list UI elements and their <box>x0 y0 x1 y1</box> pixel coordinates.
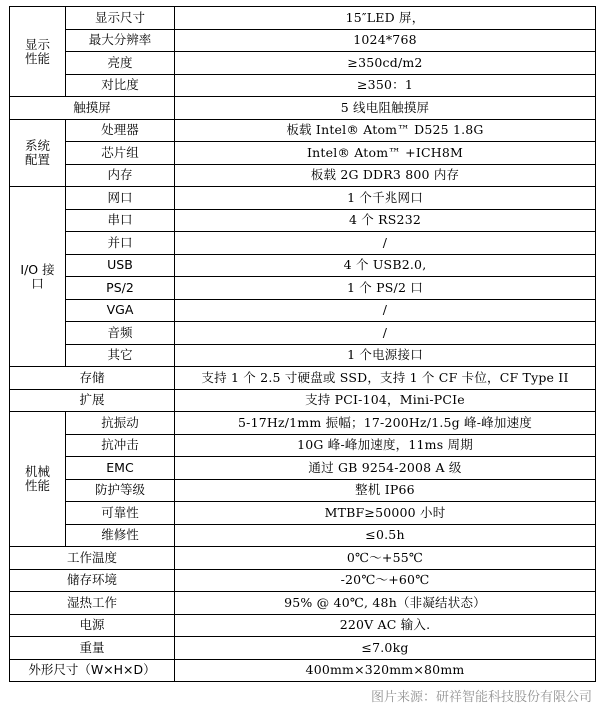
row-label: USB <box>66 254 175 277</box>
row-label: 重量 <box>10 637 175 660</box>
row-value: 板载 2G DDR3 800 内存 <box>175 164 596 187</box>
row-value: 支持 1 个 2.5 寸硬盘或 SSD，支持 1 个 CF 卡位，CF Type II <box>175 367 596 390</box>
row-value: 4 个 RS232 <box>175 209 596 232</box>
row-value: 4 个 USB2.0, <box>175 254 596 277</box>
row-label: 可靠性 <box>66 502 175 525</box>
row-value: MTBF≥50000 小时 <box>175 502 596 525</box>
table-row <box>10 592 596 615</box>
table-row <box>10 502 596 525</box>
table-row <box>10 299 596 322</box>
group-mechanical-label: 机械 性能 <box>10 412 66 547</box>
group-system-label: 系统 配置 <box>10 119 66 187</box>
row-label: 亮度 <box>66 52 175 75</box>
row-value: 通过 GB 9254-2008 A 级 <box>175 457 596 480</box>
row-label: 防护等级 <box>66 479 175 502</box>
table-row <box>10 524 596 547</box>
group-io-label: I/O 接 口 <box>10 187 66 367</box>
row-value: 220V AC 输入. <box>175 614 596 637</box>
table-row <box>10 277 596 300</box>
row-label: 显示尺寸 <box>66 7 175 30</box>
table-row <box>10 637 596 660</box>
row-value: / <box>175 322 596 345</box>
row-label: VGA <box>66 299 175 322</box>
table-row <box>10 164 596 187</box>
row-label: 对比度 <box>66 74 175 97</box>
row-label: 储存环境 <box>10 569 175 592</box>
row-label: 抗冲击 <box>66 434 175 457</box>
row-value: ≤7.0kg <box>175 637 596 660</box>
row-value: 1 个 PS/2 口 <box>175 277 596 300</box>
row-value: ≤0.5h <box>175 524 596 547</box>
table-row <box>10 322 596 345</box>
row-label: 维修性 <box>66 524 175 547</box>
table-row <box>10 187 596 210</box>
table-row <box>10 7 596 30</box>
table-row <box>10 659 596 682</box>
row-value: 1 个电源接口 <box>175 344 596 367</box>
table-row <box>10 142 596 165</box>
table-row <box>10 52 596 75</box>
row-value: 整机 IP66 <box>175 479 596 502</box>
row-label: 工作温度 <box>10 547 175 570</box>
table-row <box>10 119 596 142</box>
row-label: 最大分辨率 <box>66 29 175 52</box>
row-label: 扩展 <box>10 389 175 412</box>
table-row <box>10 29 596 52</box>
group-display-label: 显示 性能 <box>10 7 66 97</box>
table-row <box>10 367 596 390</box>
row-label: 触摸屏 <box>10 97 175 120</box>
table-row <box>10 232 596 255</box>
row-label: 并口 <box>66 232 175 255</box>
table-row <box>10 412 596 435</box>
row-value: 1 个千兆网口 <box>175 187 596 210</box>
row-label: 音频 <box>66 322 175 345</box>
table-row <box>10 614 596 637</box>
row-value: 板载 Intel® Atom™ D525 1.8G <box>175 119 596 142</box>
row-value: 1024*768 <box>175 29 596 52</box>
table-row <box>10 434 596 457</box>
row-value: 400mm×320mm×80mm <box>175 659 596 682</box>
row-label: 电源 <box>10 614 175 637</box>
row-value: 0℃～+55℃ <box>175 547 596 570</box>
table-row <box>10 344 596 367</box>
row-label: 芯片组 <box>66 142 175 165</box>
row-value: / <box>175 299 596 322</box>
row-label: 外形尺寸（W×H×D） <box>10 659 175 682</box>
spec-table <box>9 6 596 682</box>
row-label: EMC <box>66 457 175 480</box>
row-value: 5-17Hz/1mm 振幅；17-200Hz/1.5g 峰-峰加速度 <box>175 412 596 435</box>
row-value: / <box>175 232 596 255</box>
row-label: 串口 <box>66 209 175 232</box>
table-row <box>10 389 596 412</box>
row-value: 10G 峰-峰加速度，11ms 周期 <box>175 434 596 457</box>
row-value: 支持 PCI-104，Mini-PCIe <box>175 389 596 412</box>
table-row <box>10 97 596 120</box>
row-value: 95% @ 40℃, 48h（非凝结状态） <box>175 592 596 615</box>
row-label: 其它 <box>66 344 175 367</box>
table-row <box>10 569 596 592</box>
table-row <box>10 457 596 480</box>
row-value: ≥350cd/m2 <box>175 52 596 75</box>
row-label: 处理器 <box>66 119 175 142</box>
row-value: 5 线电阻触摸屏 <box>175 97 596 120</box>
row-label: 内存 <box>66 164 175 187</box>
table-row <box>10 479 596 502</box>
table-row <box>10 209 596 232</box>
table-row <box>10 74 596 97</box>
row-value: ≥350：1 <box>175 74 596 97</box>
row-label: 抗振动 <box>66 412 175 435</box>
watermark: 图片来源：研祥智能科技股份有限公司 <box>370 690 592 705</box>
table-row <box>10 254 596 277</box>
row-value: Intel® Atom™ +ICH8M <box>175 142 596 165</box>
row-label: 存储 <box>10 367 175 390</box>
row-label: 湿热工作 <box>10 592 175 615</box>
row-value: 15″LED 屏， <box>175 7 596 30</box>
row-label: PS/2 <box>66 277 175 300</box>
row-label: 网口 <box>66 187 175 210</box>
table-row <box>10 547 596 570</box>
row-value: -20℃～+60℃ <box>175 569 596 592</box>
